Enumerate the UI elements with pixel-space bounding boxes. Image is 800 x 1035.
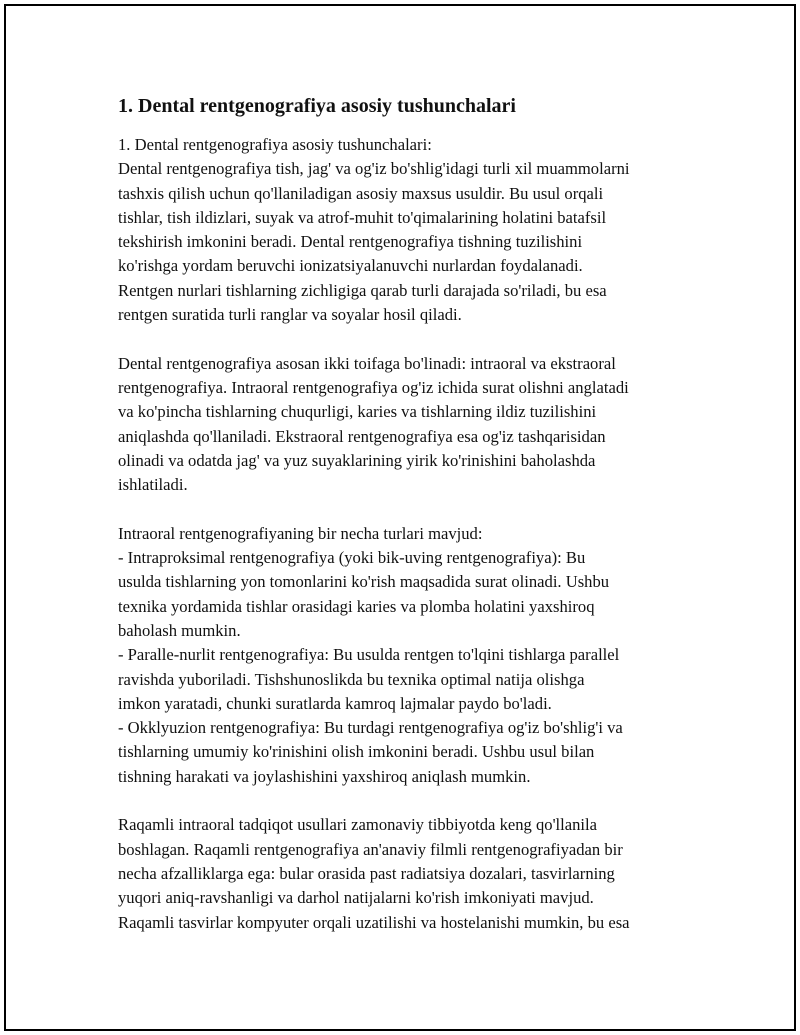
- text-line: Raqamli intraoral tadqiqot usullari zamonaviy tibbiyotda keng qo'llanila: [118, 815, 598, 835]
- text-line: usulda tishlarning yon tomonlarini ko'rish maqsadida surat olinadi. Ushbu: [118, 572, 610, 592]
- document-heading: 1. Dental rentgenografiya asosiy tushunchalari: [118, 95, 516, 117]
- paragraph-4: [118, 813, 698, 934]
- text-line: - Intraproksimal rentgenografiya (yoki bik-uving rentgenografiya): Bu: [118, 548, 586, 568]
- text-line: boshlagan. Raqamli rentgenografiya an'anaviy filmli rentgenografiyadan bir: [118, 839, 623, 859]
- text-line: Intraoral rentgenografiyaning bir necha turlari mavjud:: [118, 523, 483, 543]
- text-line: Rentgen nurlari tishlarning zichligiga qarab turli darajada so'riladi, bu esa: [118, 280, 607, 300]
- text-line: ishlatiladi.: [118, 475, 188, 495]
- text-line: aniqlashda qo'llaniladi. Ekstraoral rentgenografiya esa og'iz tashqarisidan: [118, 426, 606, 446]
- text-line: yuqori aniq-ravshanligi va darhol natijalarni ko'rish imkoniyati mavjud.: [118, 888, 594, 908]
- text-line: texnika yordamida tishlar orasidagi karies va plomba holatini yaxshiroq: [118, 596, 595, 616]
- text-line: 1. Dental rentgenografiya asosiy tushunchalari:: [118, 135, 432, 154]
- paragraph-gap: [118, 327, 698, 351]
- text-line: - Okklyuzion rentgenografiya: Bu turdagi rentgenografiya og'iz bo'shlig'i va: [118, 718, 623, 738]
- text-line: ravishda yuboriladi. Tishshunoslikda bu texnika optimal natija olishga: [118, 669, 585, 689]
- text-line: tishning harakati va joylashishini yaxshiroq aniqlash mumkin.: [118, 766, 531, 786]
- text-line: va ko'pincha tishlarning chuqurligi, karies va tishlarning ildiz tuzilishini: [118, 402, 597, 422]
- text-line: ko'rishga yordam beruvchi ionizatsiyalanuvchi nurlardan foydalanadi.: [118, 256, 583, 276]
- text-line: - Paralle-nurlit rentgenografiya: Bu usulda rentgen to'lqini tishlarga parallel: [118, 645, 620, 665]
- text-line: tishlar, tish ildizlari, suyak va atrof-muhit to'qimalarining holatini batafsil: [118, 207, 607, 227]
- paragraph-3: [118, 522, 698, 789]
- text-line: tishlarning umumiy ko'rinishini olish imkonini beradi. Ushbu usul bilan: [118, 742, 595, 762]
- text-line: baholash mumkin.: [118, 620, 241, 640]
- text-line: imkon yaratadi, chunki suratlarda kamroq lajmalar paydo bo'ladi.: [118, 693, 552, 713]
- text-line: necha afzalliklarga ega: bular orasida past radiatsiya dozalari, tasvirlarning: [118, 863, 615, 883]
- paragraph-gap: [118, 497, 698, 521]
- text-line: olinadi va odatda jag' va yuz suyaklarining yirik ko'rinishini baholashda: [118, 450, 596, 470]
- paragraph-1: [118, 133, 698, 327]
- text-line: Dental rentgenografiya asosan ikki toifaga bo'linadi: intraoral va ekstraoral: [118, 353, 616, 373]
- text-line: rentgenografiya. Intraoral rentgenografiya og'iz ichida surat olishni anglatadi: [118, 377, 629, 397]
- paragraph-gap: [118, 789, 698, 813]
- paragraph-2: [118, 352, 698, 498]
- text-line: Raqamli tasvirlar kompyuter orqali uzatilishi va hostelanishi mumkin, bu esa: [118, 912, 630, 932]
- text-line: tekshirish imkonini beradi. Dental rentgenografiya tishning tuzilishini: [118, 232, 583, 252]
- text-line: rentgen suratida turli ranglar va soyalar hosil qiladi.: [118, 305, 462, 325]
- text-line: Dental rentgenografiya tish, jag' va og'iz bo'shlig'idagi turli xil muammolarni: [118, 159, 630, 179]
- text-line: tashxis qilish uchun qo'llaniladigan asosiy maxsus usuldir. Bu usul orqali: [118, 183, 604, 203]
- document-body: [118, 92, 698, 935]
